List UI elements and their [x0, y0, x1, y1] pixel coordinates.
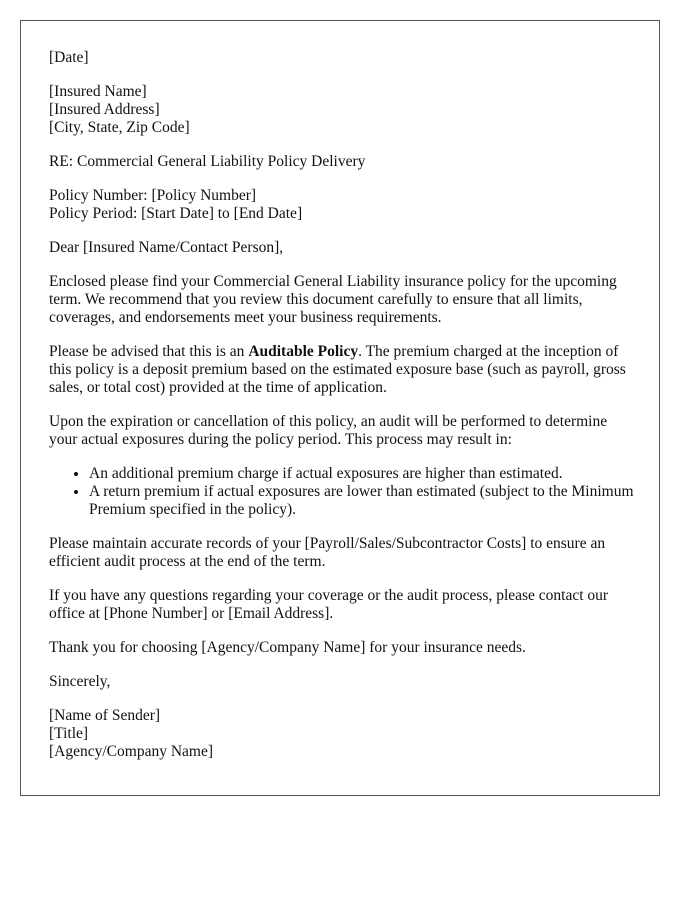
thanks-paragraph: Thank you for choosing [Agency/Company Name] for your insurance needs.: [49, 639, 526, 656]
audit-intro-paragraph: Upon the expiration or cancellation of this policy, an audit will be performed to determine your actual exposures during the policy period. This process may result in:: [49, 413, 608, 448]
letter-frame: [20, 20, 660, 796]
policy-info-block: [49, 187, 637, 223]
list-item: • A return premium if actual exposures are lower than estimated (subject to the Minimum Premium specified in the policy).: [89, 483, 637, 519]
sender-company: [Agency/Company Name]: [49, 743, 213, 760]
date-block: [49, 49, 637, 67]
contact-paragraph: If you have any questions regarding your coverage or the audit process, please contact our office at [Phone Number] or [Email Address].: [49, 587, 609, 622]
insured-address: [Insured Address]: [49, 101, 160, 118]
salutation: Dear [Insured Name/Contact Person],: [49, 239, 284, 256]
policy-number: Policy Number: [Policy Number]: [49, 187, 257, 204]
letter-date: [Date]: [49, 49, 89, 66]
policy-period: Policy Period: [Start Date] to [End Date]: [49, 205, 303, 222]
sign-off: Sincerely,: [49, 673, 111, 690]
signature-block: [49, 707, 637, 761]
re-line-block: [49, 153, 637, 171]
recipient-address-block: [49, 83, 637, 137]
intro-paragraph: Enclosed please find your Commercial General Liability insurance policy for the upcoming term. We recommend that you review this document carefully to ensure that all limits, coverages, and endorsements meet your business requirements.: [49, 273, 617, 326]
audit-outcomes-list: [49, 465, 637, 519]
sender-title: [Title]: [49, 725, 89, 742]
auditable-policy-emphasis: Auditable Policy: [248, 343, 359, 360]
list-item: • An additional premium charge if actual exposures are higher than estimated.: [89, 465, 637, 483]
auditable-suffix: . The premium charged at the inception of this policy is a deposit premium based on the estimated exposure base (such as payroll, gross sales, or total cost) provided at the time of application.: [49, 343, 626, 396]
insured-name: [Insured Name]: [49, 83, 147, 100]
letter-body: [49, 49, 637, 777]
auditable-paragraph: [49, 343, 637, 397]
records-paragraph: Please maintain accurate records of your [Payroll/Sales/Subcontractor Costs] to ensure an efficient audit process at the end of the term.: [49, 535, 606, 570]
sender-name: [Name of Sender]: [49, 707, 161, 724]
re-line: RE: Commercial General Liability Policy Delivery: [49, 153, 366, 170]
auditable-prefix: Please be advised that this is an: [49, 343, 249, 360]
city-state-zip: [City, State, Zip Code]: [49, 119, 190, 136]
